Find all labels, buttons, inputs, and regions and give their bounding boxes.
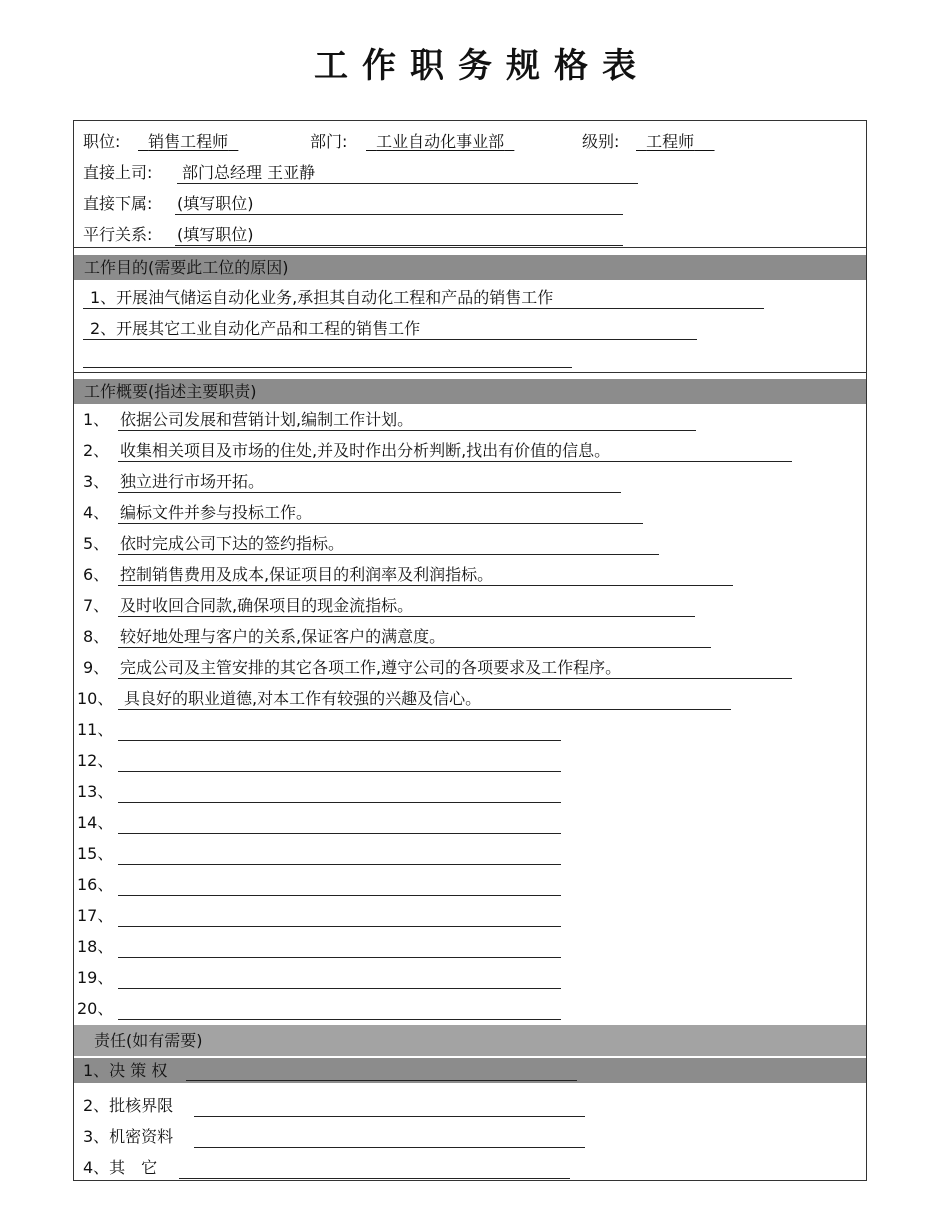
responsibility-underline[interactable] (186, 1080, 577, 1081)
summary-heading: 工作概要(指述主要职责) (84, 382, 257, 401)
summary-item-number: 4、 (83, 503, 110, 522)
summary-item-text[interactable]: 依时完成公司下达的签约指标。 (120, 534, 345, 553)
summary-item (74, 993, 866, 1024)
responsibility-label: 4、其 它 (83, 1158, 158, 1177)
purpose-text[interactable]: 2、开展其它工业自动化产品和工程的销售工作 (90, 319, 421, 338)
purpose-text[interactable]: 1、开展油气储运自动化业务,承担其自动化工程和产品的销售工作 (90, 288, 554, 307)
dept-label: 部门: (310, 132, 348, 151)
parallel-label: 平行关系: (83, 225, 153, 244)
summary-item-underline (118, 585, 733, 586)
summary-item (74, 807, 866, 838)
purpose-item (74, 313, 866, 344)
summary-item-text[interactable]: 编标文件并参与投标工作。 (120, 503, 313, 522)
responsibility-underline[interactable] (179, 1178, 570, 1179)
superior-label: 直接上司: (83, 163, 153, 182)
summary-item (74, 745, 866, 776)
summary-item (74, 714, 866, 745)
responsibility-label: 2、批核界限 (83, 1096, 174, 1115)
summary-item (74, 559, 866, 590)
summary-item-underline (118, 523, 643, 524)
summary-item-text[interactable]: 独立进行市场开拓。 (120, 472, 265, 491)
summary-item-number: 9、 (83, 658, 110, 677)
summary-item-underline (118, 616, 695, 617)
responsibility-label: 3、机密资料 (83, 1127, 174, 1146)
summary-item (74, 590, 866, 621)
summary-item-underline (118, 957, 561, 958)
summary-item-text[interactable]: 具良好的职业道德,对本工作有较强的兴趣及信心。 (124, 689, 482, 708)
summary-item-number: 5、 (83, 534, 110, 553)
summary-item (74, 962, 866, 993)
summary-item-text[interactable]: 收集相关项目及市场的住处,并及时作出分析判断,找出有价值的信息。 (120, 441, 611, 460)
summary-item-number: 10、 (77, 689, 114, 708)
summary-item-number: 17、 (77, 906, 114, 925)
summary-item-underline (118, 833, 561, 834)
purpose-underline (83, 339, 697, 340)
summary-item (74, 497, 866, 528)
summary-item (74, 652, 866, 683)
summary-item-underline (118, 802, 561, 803)
responsibility-underline[interactable] (194, 1147, 585, 1148)
purpose-underline (83, 367, 572, 368)
summary-item-text[interactable]: 完成公司及主管安排的其它各项工作,遵守公司的各项要求及工作程序。 (120, 658, 622, 677)
summary-item-underline (118, 430, 696, 431)
summary-item-underline (118, 678, 792, 679)
summary-item-number: 13、 (77, 782, 114, 801)
responsibility-item (74, 1121, 866, 1152)
summary-item-number: 18、 (77, 937, 114, 956)
level-label: 级别: (582, 132, 620, 151)
summary-item-underline (118, 461, 792, 462)
summary-item-number: 15、 (77, 844, 114, 863)
summary-item-text[interactable]: 较好地处理与客户的关系,保证客户的满意度。 (120, 627, 446, 646)
responsibility-heading: 责任(如有需要) (94, 1031, 203, 1050)
summary-item-number: 3、 (83, 472, 110, 491)
summary-item (74, 435, 866, 466)
summary-item-underline (118, 554, 659, 555)
purpose-heading: 工作目的(需要此工位的原因) (84, 258, 289, 277)
summary-item (74, 528, 866, 559)
summary-item (74, 404, 866, 435)
summary-item (74, 869, 866, 900)
summary-item-underline (118, 740, 561, 741)
responsibility-item (74, 1152, 866, 1183)
summary-item-text[interactable]: 及时收回合同款,确保项目的现金流指标。 (120, 596, 414, 615)
summary-item-underline (118, 647, 711, 648)
summary-item-text[interactable]: 依据公司发展和营销计划,编制工作计划。 (120, 410, 414, 429)
summary-item-underline (118, 771, 561, 772)
subordinate-label: 直接下属: (83, 194, 153, 213)
summary-item-underline (118, 988, 561, 989)
summary-item-number: 6、 (83, 565, 110, 584)
header-row-2 (74, 157, 866, 188)
summary-item (74, 621, 866, 652)
summary-heading-band (74, 379, 866, 404)
divider (74, 247, 866, 248)
responsibility-label: 1、决 策 权 (83, 1061, 168, 1080)
purpose-item-blank (74, 341, 866, 372)
summary-item-number: 7、 (83, 596, 110, 615)
summary-item-number: 12、 (77, 751, 114, 770)
summary-item (74, 931, 866, 962)
subordinate-underline (175, 214, 623, 215)
summary-item (74, 683, 866, 714)
purpose-heading-band (74, 255, 866, 280)
summary-item-number: 2、 (83, 441, 110, 460)
purpose-underline (83, 308, 764, 309)
responsibility-underline[interactable] (194, 1116, 585, 1117)
summary-item (74, 466, 866, 497)
divider (74, 372, 866, 373)
summary-item-number: 14、 (77, 813, 114, 832)
summary-item-underline (118, 864, 561, 865)
header-row-1 (74, 126, 866, 157)
position-value[interactable]: 销售工程师 (148, 132, 229, 151)
summary-item-underline (118, 1019, 561, 1020)
responsibility-heading-band (74, 1025, 866, 1056)
purpose-item (74, 282, 866, 313)
summary-item-underline (118, 926, 561, 927)
header-row-4 (74, 219, 866, 250)
summary-item-number: 16、 (77, 875, 114, 894)
summary-item-number: 19、 (77, 968, 114, 987)
superior-value[interactable]: 部门总经理 王亚静 (182, 163, 316, 182)
dept-value[interactable]: 工业自动化事业部 (376, 132, 505, 151)
responsibility-item (74, 1058, 866, 1083)
summary-item-number: 20、 (77, 999, 114, 1018)
subordinate-value[interactable]: (填写职位) (177, 194, 254, 213)
summary-item (74, 776, 866, 807)
position-label: 职位: (83, 132, 121, 151)
parallel-value[interactable]: (填写职位) (177, 225, 254, 244)
responsibility-item (74, 1090, 866, 1121)
summary-item-number: 1、 (83, 410, 110, 429)
summary-item-underline (118, 895, 561, 896)
summary-item-number: 11、 (77, 720, 114, 739)
summary-item-number: 8、 (83, 627, 110, 646)
summary-item (74, 900, 866, 931)
summary-item-underline (118, 709, 731, 710)
header-row-3 (74, 188, 866, 219)
job-spec-form (73, 120, 867, 1181)
level-value[interactable]: 工程师 (646, 132, 695, 151)
page-title: 工作职务规格表 (314, 46, 650, 86)
summary-item-text[interactable]: 控制销售费用及成本,保证项目的利润率及利润指标。 (120, 565, 494, 584)
summary-item (74, 838, 866, 869)
superior-underline (177, 183, 638, 184)
summary-item-underline (118, 492, 621, 493)
parallel-underline (175, 245, 623, 246)
